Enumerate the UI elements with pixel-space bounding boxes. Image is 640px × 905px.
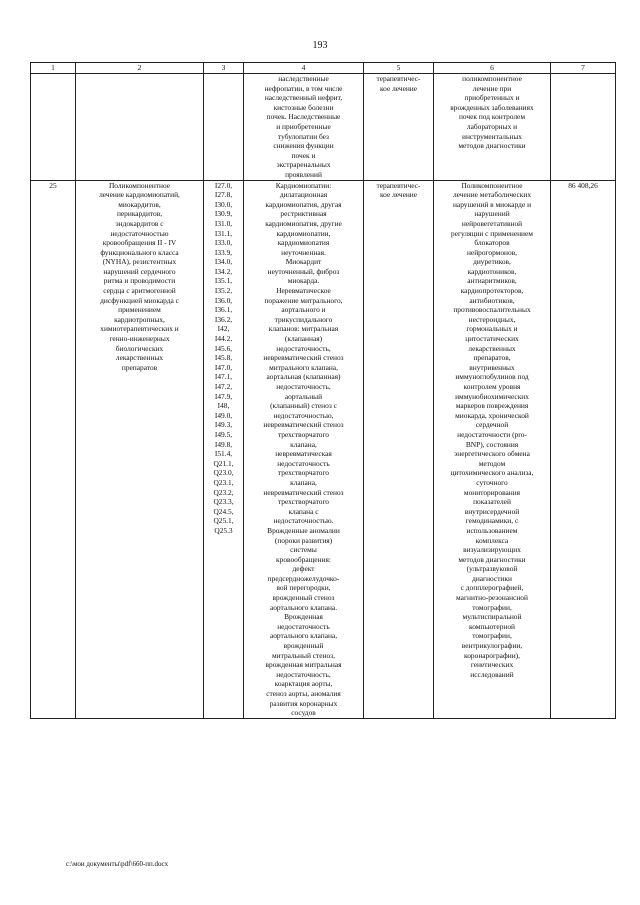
text-line: I49.0,	[214, 410, 233, 420]
text-line: I47.2,	[214, 382, 233, 391]
text-line: внутривенных	[469, 362, 515, 372]
text-line: недостаточностью.	[273, 516, 334, 526]
text-line: мониторирования	[463, 487, 521, 497]
text-line: клапанов: митральная	[268, 324, 339, 334]
text-line: диуретиков,	[473, 257, 511, 267]
text-line: дефект	[292, 564, 315, 574]
text-line: кардиомиопатии,	[276, 228, 331, 238]
text-line: визуализирующих	[463, 545, 521, 555]
text-line: нарушений	[474, 209, 510, 219]
text-line: Q23.2,	[213, 487, 234, 497]
text-line: антиаритмиков,	[467, 276, 517, 286]
text-line: маркеров повреждения	[455, 401, 529, 411]
text-line: невревматический стеноз	[263, 353, 344, 363]
table-header-row	[31, 63, 616, 74]
text-line: Поликомпонентное	[108, 180, 171, 190]
text-line: стеноз аорты, аномалия	[266, 689, 341, 698]
text-line: эндокардитов с	[115, 218, 164, 228]
text-line: поражение митрального,	[264, 295, 343, 305]
text-line: суточного	[476, 477, 508, 487]
text-line: кое лечение	[379, 190, 418, 200]
text-line: I49.8,	[214, 439, 233, 449]
text-line: врожденный	[283, 641, 324, 651]
text-line: I48,	[217, 401, 230, 411]
text-line: I35.1,	[214, 276, 233, 286]
text-line: трикуспидального	[274, 314, 333, 324]
text-line: наследственные	[278, 74, 329, 83]
text-line: (ультразвуковой	[466, 564, 518, 574]
icd-codes-cell	[204, 74, 244, 181]
text-line: Неревматическое	[276, 286, 331, 296]
text-line: перикардитов,	[116, 209, 163, 219]
text-line: Врожденная	[284, 612, 323, 622]
cost-cell	[551, 74, 616, 181]
text-line: развития коронарных	[269, 698, 338, 708]
text-line: клапана с	[288, 506, 319, 516]
text-line: методом	[478, 458, 506, 468]
text-line: аортальная (клапанная)	[266, 372, 341, 382]
service-name-cell	[76, 74, 204, 181]
text-line: нестероидных,	[468, 314, 516, 324]
text-line: кистозные болезни	[273, 102, 334, 112]
text-line: лабораторных и	[466, 121, 518, 131]
text-line: I31.0,	[214, 218, 233, 228]
header-cell: 1	[31, 63, 76, 74]
text-line: аортального клапана.	[269, 602, 338, 612]
text-line: кардиомиопатия, другие	[265, 218, 342, 228]
text-line: Q21.1,	[213, 458, 234, 468]
text-line: снижения функции	[273, 141, 334, 151]
text-line: внутрисердечной	[464, 506, 520, 516]
text-line: лекарственных	[468, 343, 516, 353]
text-line: кровообращения II - IV	[102, 238, 177, 248]
text-line: Кардиомиопатии:	[275, 180, 332, 190]
text-line: 86 408,26	[568, 180, 598, 190]
text-line: препаратов,	[473, 353, 511, 363]
text-line: недостаточность,	[276, 343, 331, 353]
text-line: лечение метаболических	[452, 190, 532, 200]
text-line: компьютерной	[468, 621, 515, 631]
text-line: проявлений	[285, 169, 322, 179]
text-line: экстраренальных	[276, 160, 331, 170]
text-line: гемодинамики, с	[465, 516, 519, 526]
text-line: I35.2,	[214, 286, 233, 296]
text-line: I45.8,	[214, 353, 233, 363]
text-line: I51.4,	[214, 449, 233, 459]
text-line: Миокардит	[285, 257, 322, 267]
text-line: препаратов	[121, 362, 158, 372]
text-line: диагностики	[472, 573, 512, 583]
text-line: Q23.1,	[213, 477, 234, 487]
text-line: противовоспалительных	[453, 305, 531, 315]
text-line: трехстворчатого	[277, 497, 329, 507]
service-name-cell	[76, 180, 204, 718]
text-line: митрального клапана,	[269, 362, 338, 372]
text-line: I36.2,	[214, 314, 233, 324]
text-line: Q25.1,	[213, 516, 234, 526]
header-cell: 5	[364, 63, 434, 74]
text-line: лечение при	[472, 83, 512, 93]
text-line: инструментальных	[462, 131, 522, 141]
text-line: энергетического обмена	[454, 449, 530, 459]
treatment-method-cell	[434, 74, 551, 181]
table-row	[31, 180, 616, 718]
text-line: аортальный	[284, 391, 323, 401]
text-line: I27.0,	[214, 180, 233, 190]
text-line: приобретенных и	[464, 93, 520, 103]
disease-description-cell	[244, 180, 364, 718]
text-line: врожденных заболеваниях	[450, 102, 534, 112]
text-line: I36.1,	[214, 305, 233, 315]
text-line: аортального и	[281, 305, 326, 315]
text-line: цитостатических	[465, 334, 519, 344]
header-cell: 2	[76, 63, 204, 74]
text-line: и приобретенные	[276, 121, 331, 131]
text-line: невревматический стеноз	[263, 487, 344, 497]
text-line: томографии,	[472, 602, 512, 612]
text-line: Q23.0,	[213, 468, 234, 478]
text-line: кардиотропных,	[114, 314, 165, 324]
text-line: кардиомиопатия, другая	[265, 199, 342, 209]
text-line: антибиотиков,	[469, 295, 515, 305]
text-line: I34.0,	[214, 257, 233, 267]
text-line: цитохимического анализа,	[450, 468, 534, 478]
text-line: (NYHA), резистентных	[102, 257, 177, 267]
text-line: использованием	[466, 525, 518, 535]
text-line: нарушений в миокарде и	[452, 199, 532, 209]
text-line: I47.0,	[214, 362, 233, 372]
text-line: исследований	[470, 669, 514, 679]
header-cell: 4	[244, 63, 364, 74]
text-line: почек. Наследственные	[266, 112, 341, 122]
text-line: кардиопротекторов,	[460, 286, 524, 296]
text-line: коарктация аорты,	[274, 679, 333, 689]
text-line: рестриктивная	[280, 209, 327, 219]
text-line: недостаточность,	[276, 669, 331, 679]
text-line: недостаточность	[277, 621, 330, 631]
text-line: I42,	[217, 324, 230, 334]
text-line: недостаточность	[277, 458, 330, 468]
text-line: Q25.3	[214, 525, 233, 535]
text-line: I33.0,	[214, 238, 233, 248]
text-line: кардиотоников,	[467, 266, 517, 276]
text-line: I27.8,	[214, 190, 233, 200]
text-line: недостаточность,	[276, 382, 331, 391]
text-line: (клапанная)	[284, 334, 323, 344]
text-line: Q23.3,	[213, 497, 234, 507]
text-line: магнитно-резонансной	[456, 593, 528, 603]
text-line: I30.9,	[214, 209, 233, 219]
text-line: блокаторов	[474, 238, 510, 248]
text-line: иммуноглобулинов под	[455, 372, 529, 382]
text-line: применением	[118, 305, 161, 315]
text-line: I47.1,	[214, 372, 233, 382]
text-line: тубулопатии без	[278, 131, 329, 141]
footer-file-path: c:\мои документы\pdf\660-пп.docx	[66, 860, 169, 868]
text-line: нейрогормонов,	[466, 247, 518, 257]
text-line: (клапанный) стеноз с	[270, 401, 337, 411]
text-line: функционального класса	[100, 247, 179, 257]
row-number-cell	[31, 74, 76, 181]
text-line: I49.5,	[214, 429, 233, 439]
text-line: I31.1,	[214, 228, 233, 238]
text-line: митральный стеноз,	[272, 650, 335, 660]
text-line: иммунобиохимических	[455, 391, 529, 401]
text-line: клапана,	[290, 477, 317, 487]
text-line: гормональных и	[466, 324, 518, 334]
text-line: сердечной	[475, 420, 509, 430]
text-line: нарушений сердечного	[103, 266, 176, 276]
text-line: томографии,	[472, 631, 512, 641]
text-line: генно-инженерных	[109, 334, 170, 344]
text-line: мультиспиральной	[462, 612, 522, 622]
text-line: I49.3,	[214, 420, 233, 430]
text-line: Врожденные аномалии	[267, 525, 340, 535]
text-line: поликомпонентное	[462, 74, 522, 83]
text-line: показателей	[473, 497, 511, 507]
page-number: 193	[312, 40, 328, 51]
text-line: методов диагностики	[458, 554, 526, 564]
text-line: невревматический стеноз	[263, 420, 344, 430]
text-line: I33.9,	[214, 247, 233, 257]
text-line: невревматическая	[275, 449, 332, 459]
text-line: I44.2,	[214, 334, 233, 344]
text-line: ритма и проводимости	[103, 276, 176, 286]
text-line: контролем уровня	[463, 382, 521, 391]
text-line: I47.9,	[214, 391, 233, 401]
text-line: терапевтичес-	[376, 74, 421, 83]
text-line: врожденный стеноз	[272, 593, 335, 603]
text-line: 25	[49, 180, 57, 190]
text-line: неуточненная.	[281, 247, 326, 257]
text-line: вой перегородки,	[276, 583, 331, 593]
text-line: миокарда, хронической	[455, 410, 529, 420]
treatment-type-cell	[364, 180, 434, 718]
text-line: аортального клапана,	[269, 631, 338, 641]
text-line: почек и	[291, 150, 316, 160]
text-line: трехстворчатого	[277, 468, 329, 478]
text-line: нейровегетативной	[461, 218, 523, 228]
text-line: вентрикулографии,	[461, 641, 523, 651]
text-line: химиотерапевтических и	[100, 324, 179, 334]
cost-cell	[551, 180, 616, 718]
table-row	[31, 74, 616, 181]
text-line: коронарографии),	[464, 650, 520, 660]
text-line: кое лечение	[379, 83, 418, 93]
text-line: кровообращения:	[276, 554, 331, 564]
text-line: I36.0,	[214, 295, 233, 305]
text-line: наследственный нефрит,	[264, 93, 343, 103]
text-line: лекарственных	[115, 353, 164, 363]
text-line: недостаточностью,	[273, 410, 334, 420]
text-line: биологических	[115, 343, 164, 353]
text-line: терапевтичес-	[376, 180, 421, 190]
text-line: сердца с аритмогенной	[103, 286, 176, 296]
text-line: предсердножелудочко-	[267, 573, 340, 583]
text-line: нефропатии, в том числе	[264, 83, 343, 93]
text-line: недостаточности (pro-	[457, 429, 527, 439]
medical-services-table	[30, 62, 616, 719]
text-line: дисфункцией миокарда с	[100, 295, 179, 305]
treatment-type-cell	[364, 74, 434, 181]
header-cell: 6	[434, 63, 551, 74]
text-line: Q24.5,	[213, 506, 234, 516]
text-line: Поликомпонентное	[461, 180, 523, 190]
text-line: клапана,	[290, 439, 317, 449]
text-line: I30.0,	[214, 199, 233, 209]
text-line: сосудов	[291, 708, 316, 718]
text-line: комплекса	[475, 535, 509, 545]
text-line: системы	[290, 545, 317, 555]
text-line: с допплерографией,	[460, 583, 524, 593]
text-line: миокардитов,	[118, 199, 161, 209]
text-line: BNP), состояния	[465, 439, 519, 449]
text-line: врожденная митральная	[265, 660, 342, 670]
text-line: лечение кардиомиопатий,	[99, 190, 180, 200]
treatment-method-cell	[434, 180, 551, 718]
header-cell: 3	[204, 63, 244, 74]
header-cell: 7	[551, 63, 616, 74]
text-line: неуточненный, фиброз	[267, 266, 340, 276]
text-line: I45.6,	[214, 343, 233, 353]
text-line: миокарда.	[287, 276, 320, 286]
text-line: генетических	[470, 660, 514, 670]
icd-codes-cell	[204, 180, 244, 718]
text-line: недостаточностью	[110, 228, 169, 238]
text-line: I34.2,	[214, 266, 233, 276]
text-line: методов диагностики	[458, 141, 526, 151]
text-line: регуляции с применением	[451, 228, 533, 238]
text-line: (пороки развития)	[274, 535, 333, 545]
text-line: трехстворчатого	[277, 429, 329, 439]
text-line: почек под контролем	[458, 112, 526, 122]
row-number-cell	[31, 180, 76, 718]
disease-description-cell	[244, 74, 364, 181]
text-line: дилатационная	[279, 190, 328, 200]
text-line: кардиомиопатия	[277, 238, 330, 248]
